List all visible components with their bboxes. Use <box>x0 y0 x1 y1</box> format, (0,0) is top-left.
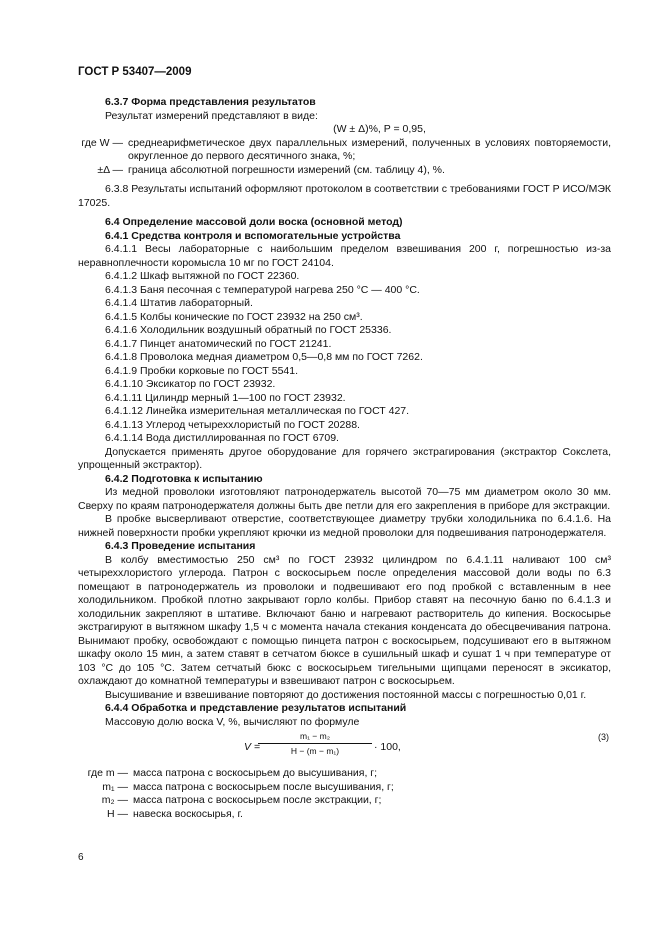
paragraph-6-3-8: 6.3.8 Результаты испытаний оформляют протоколом в соответствии с требованиями ГОСТ Р ИСО/МЭК 17025. <box>78 183 611 209</box>
definition-term: m₂ — <box>101 794 128 806</box>
list-item: 6.4.1.10 Эксикатор по ГОСТ 23932. <box>105 378 276 390</box>
list-item: 6.4.1.6 Холодильник воздушный обратный по ГОСТ 25336. <box>105 324 392 336</box>
formula-lhs: V = <box>244 741 261 753</box>
document-header: ГОСТ Р 53407—2009 <box>78 66 192 78</box>
page-number: 6 <box>78 852 84 863</box>
paragraph: Высушивание и взвешивание повторяют до достижения постоянной массы с погрешностью 0,01 г. <box>105 688 587 701</box>
formula-3 <box>78 731 611 765</box>
definition-row <box>78 808 611 822</box>
definition-row <box>78 137 611 164</box>
list-item: 6.4.1.5 Колбы конические по ГОСТ 23932 на 250 см³. <box>105 310 363 323</box>
definition-term: где W — <box>81 136 123 149</box>
result-expression: (W ± Δ)%, P = 0,95, <box>333 123 426 135</box>
list-item: 6.4.1.14 Вода дистиллированная по ГОСТ 6709. <box>105 432 339 444</box>
section-heading-6-4-1: 6.4.1 Средства контроля и вспомогательные устройства <box>105 229 401 242</box>
list-item: 6.4.1.4 Штатив лабораторный. <box>105 297 253 309</box>
definition-text: навеска воскосырья, г. <box>133 807 243 820</box>
paragraph: В колбу вместимостью 250 см³ по ГОСТ 23932 цилиндром по 6.4.1.11 наливают 100 см³ четыреххлористого углерода. Патрон с воскосырьем после определения массовой доли воды по 6.3 помещают в патронодержатель из проволоки и подвешивают его под пробкой с вставленным в нее холодильником. Пробкой плотно закрывают горло колбы. Прибор ставят на песочную баню по 6.4.1.3 и холодильник закрепляют в штативе. Включают баню и нагревают растворитель до кипения. Воскосырье экстрагируют в вытяжном шкафу 1,5 ч с момента начала стекания конденсата до обесцвечивания патрона. Вынимают пробку, освобождают с помощью пинцета патрон с воскосырьем, подсушивают его в вытяжном шкафу около 15 мин, а затем ставят в сетчатом бюксе в сушильный шкаф и сушат 1 ч при температуре от 103 °С до 105 °С. Затем сетчатый бюкс с воскосырьем тигельными щипцами переносят в эксикатор, охлаждают до комнатной температуры и взвешивают патрон с воскосырьем. <box>78 553 611 687</box>
list-item: 6.4.1.12 Линейка измерительная металлическая по ГОСТ 427. <box>105 405 410 417</box>
definition-text: среднеарифметическое двух параллельных измерений, полученных в условиях повторяемости, округленное до первого десятичного знака, %; <box>128 136 611 162</box>
list-item: 6.4.1.11 Цилиндр мерный 1—100 по ГОСТ 23932. <box>105 391 346 404</box>
definition-row <box>78 164 611 178</box>
formula-numerator: m₁ − m₂ <box>258 731 372 744</box>
definition-term: m₁ — <box>102 780 128 793</box>
definition-term: где m — <box>87 767 128 779</box>
definition-text: граница абсолютной погрешности измерений (см. таблицу 4), %. <box>128 163 445 176</box>
paragraph: Массовую долю воска V, %, вычисляют по формуле <box>105 715 360 728</box>
list-item: 6.4.1.8 Проволока медная диаметром 0,5—0,8 мм по ГОСТ 7262. <box>105 351 423 363</box>
formula-denominator: H − (m − m₁) <box>290 746 340 756</box>
document-body <box>78 96 611 821</box>
formula-multiplier: · 100, <box>374 741 401 753</box>
section-heading-6-3-7: 6.3.7 Форма представления результатов <box>105 96 316 108</box>
definition-row <box>78 781 611 795</box>
paragraph: Результат измерений представляют в виде: <box>105 109 318 122</box>
section-heading-6-4-4: 6.4.4 Обработка и представление результатов испытаний <box>105 702 407 714</box>
section-heading-6-4: 6.4 Определение массовой доли воска (основной метод) <box>105 216 403 228</box>
paragraph: Допускается применять другое оборудование для горячего экстрагирования (экстрактор Сокслета, упрощенный экстрактор). <box>78 445 611 471</box>
list-item: 6.4.1.9 Пробки корковые по ГОСТ 5541. <box>105 364 299 377</box>
definition-term: ±Δ — <box>97 163 123 176</box>
definition-text: масса патрона с воскосырьем после экстракции, г; <box>133 794 382 806</box>
formula-number: (3) <box>598 732 609 742</box>
definition-text: масса патрона с воскосырьем после высушивания, г; <box>133 780 394 793</box>
paragraph: Из медной проволоки изготовляют патронодержатель высотой 70—75 мм диаметром около 30 мм. Сверху по краям патронодержателя должны быть две петли для его закрепления в приборе для экстракции. <box>78 486 611 512</box>
definition-term: H — <box>107 807 128 820</box>
definition-text: масса патрона с воскосырьем до высушивания, г; <box>133 767 378 779</box>
formula-fraction <box>258 731 372 757</box>
section-heading-6-4-2: 6.4.2 Подготовка к испытанию <box>105 472 263 485</box>
paragraph: В пробке высверливают отверстие, соответствующее диаметру трубки холодильника по 6.4.1.6. На нижней поверхности пробки укрепляют крючки из медной проволоки для подвешивания патронодержателя. <box>78 513 611 539</box>
list-item: 6.4.1.1 Весы лабораторные с наибольшим пределом взвешивания 200 г, погрешностью из-за неравноплечности коромысла 10 мг по ГОСТ 24104. <box>78 243 611 269</box>
definition-row <box>78 794 611 808</box>
list-item: 6.4.1.13 Углерод четыреххлористый по ГОСТ 20288. <box>105 418 360 431</box>
definition-row <box>78 767 611 781</box>
list-item: 6.4.1.3 Баня песочная с температурой нагрева 250 °С — 400 °С. <box>105 283 420 296</box>
list-item: 6.4.1.2 Шкаф вытяжной по ГОСТ 22360. <box>105 270 300 282</box>
list-item: 6.4.1.7 Пинцет анатомический по ГОСТ 21241. <box>105 337 332 350</box>
section-heading-6-4-3: 6.4.3 Проведение испытания <box>105 540 256 552</box>
